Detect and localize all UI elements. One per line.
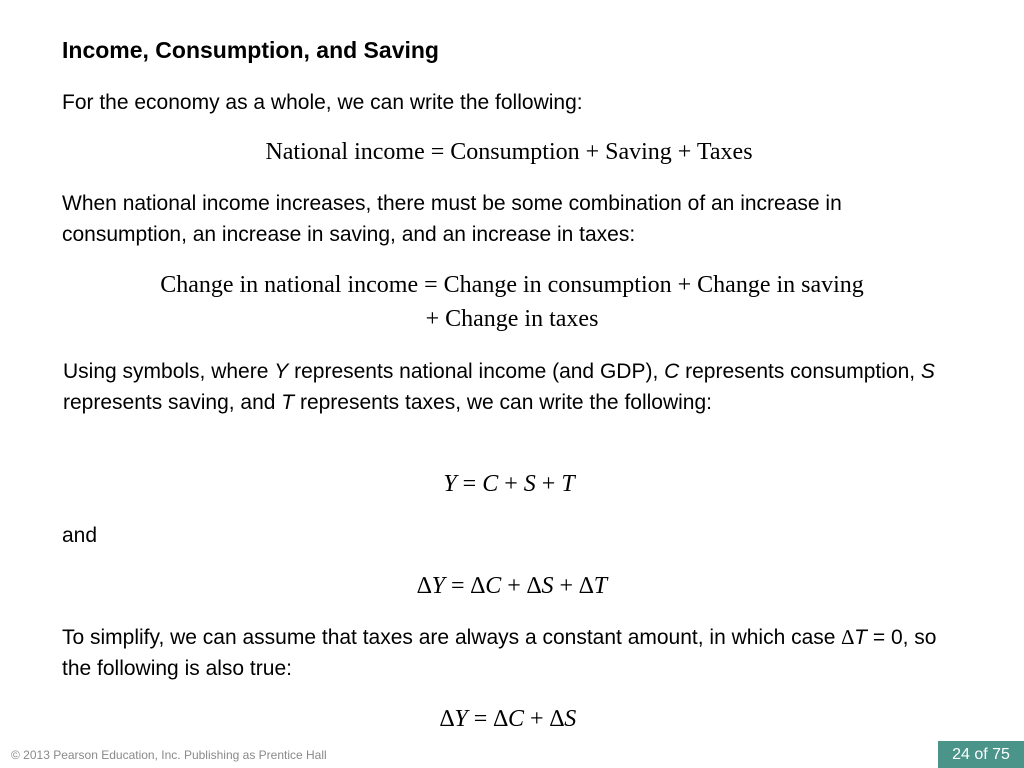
eq4-plus-1: + [501, 573, 527, 599]
equation-change-line-2: + Change in taxes [425, 306, 599, 332]
symbols-text-5: represents taxes, we can write the following: [294, 391, 712, 414]
eq4-equals: = [444, 573, 471, 599]
delta-icon: ∆ [493, 706, 509, 732]
equation-delta-y [0, 569, 1024, 603]
symbols-text-2: represents national income (and GDP), [288, 360, 665, 383]
increase-paragraph: When national income increases, there must be some combination of an increase in consumption, an increase in saving, and an increase in taxes: [62, 192, 842, 246]
equation-y-c-s-t [0, 467, 1018, 501]
footer-copyright: © 2013 Pearson Education, Inc. Publishing as Prentice Hall [11, 748, 327, 762]
symbol-s: S [920, 360, 935, 383]
eq3-y: Y [443, 471, 457, 497]
eq5-y: Y [454, 706, 468, 732]
eq3-plus-1: + [498, 471, 524, 497]
equation-change-in-income [0, 268, 1024, 336]
eq3-c: C [482, 471, 499, 497]
symbol-y: Y [274, 360, 289, 383]
delta-icon: ∆ [841, 625, 855, 649]
eq3-s: S [523, 471, 536, 497]
equation-delta-y-simplified [0, 702, 1016, 736]
eq5-c: C [508, 706, 525, 732]
symbols-text-4: represents saving, and [63, 391, 282, 414]
symbol-c: C [664, 360, 680, 383]
eq3-plus-2: + [535, 471, 562, 497]
simplify-text-2: 0, so the following is also true: [62, 626, 937, 680]
symbols-text-1: Using symbols, where [63, 360, 275, 383]
slide-title: Income, Consumption, and Saving [62, 37, 439, 63]
symbol-t: T [281, 391, 295, 414]
eq3-t: T [561, 471, 575, 497]
delta-icon: ∆ [416, 573, 432, 599]
simplify-text-1: To simplify, we can assume that taxes are always a constant amount, in which case [62, 626, 842, 649]
eq3-equals: = [456, 471, 483, 497]
eq4-y: Y [431, 573, 445, 599]
equation-national-income: National income = Consumption + Saving + Taxes [265, 139, 753, 165]
eq4-s: S [541, 573, 554, 599]
eq4-plus-2: + [553, 573, 580, 599]
and-text: and [62, 524, 98, 547]
eq5-plus: + [524, 706, 550, 732]
eq4-t: T [593, 573, 608, 599]
delta-icon: ∆ [470, 573, 486, 599]
symbols-paragraph [63, 356, 968, 418]
page-number-badge: 24 of 75 [938, 741, 1024, 768]
symbols-text-3: represents consumption, [679, 360, 921, 383]
simplify-paragraph [62, 622, 967, 684]
equation-change-line-1: Change in national income = Change in consumption + Change in saving [160, 272, 864, 298]
eq5-equals: = [467, 706, 494, 732]
delta-icon: ∆ [549, 706, 565, 732]
delta-icon: ∆ [439, 706, 455, 732]
intro-paragraph: For the economy as a whole, we can write the following: [62, 91, 583, 114]
simplify-t: T [854, 626, 867, 649]
simplify-equals: = [867, 626, 891, 649]
delta-icon: ∆ [526, 573, 542, 599]
eq5-s: S [564, 706, 577, 732]
eq4-c: C [485, 573, 502, 599]
delta-icon: ∆ [579, 573, 594, 599]
